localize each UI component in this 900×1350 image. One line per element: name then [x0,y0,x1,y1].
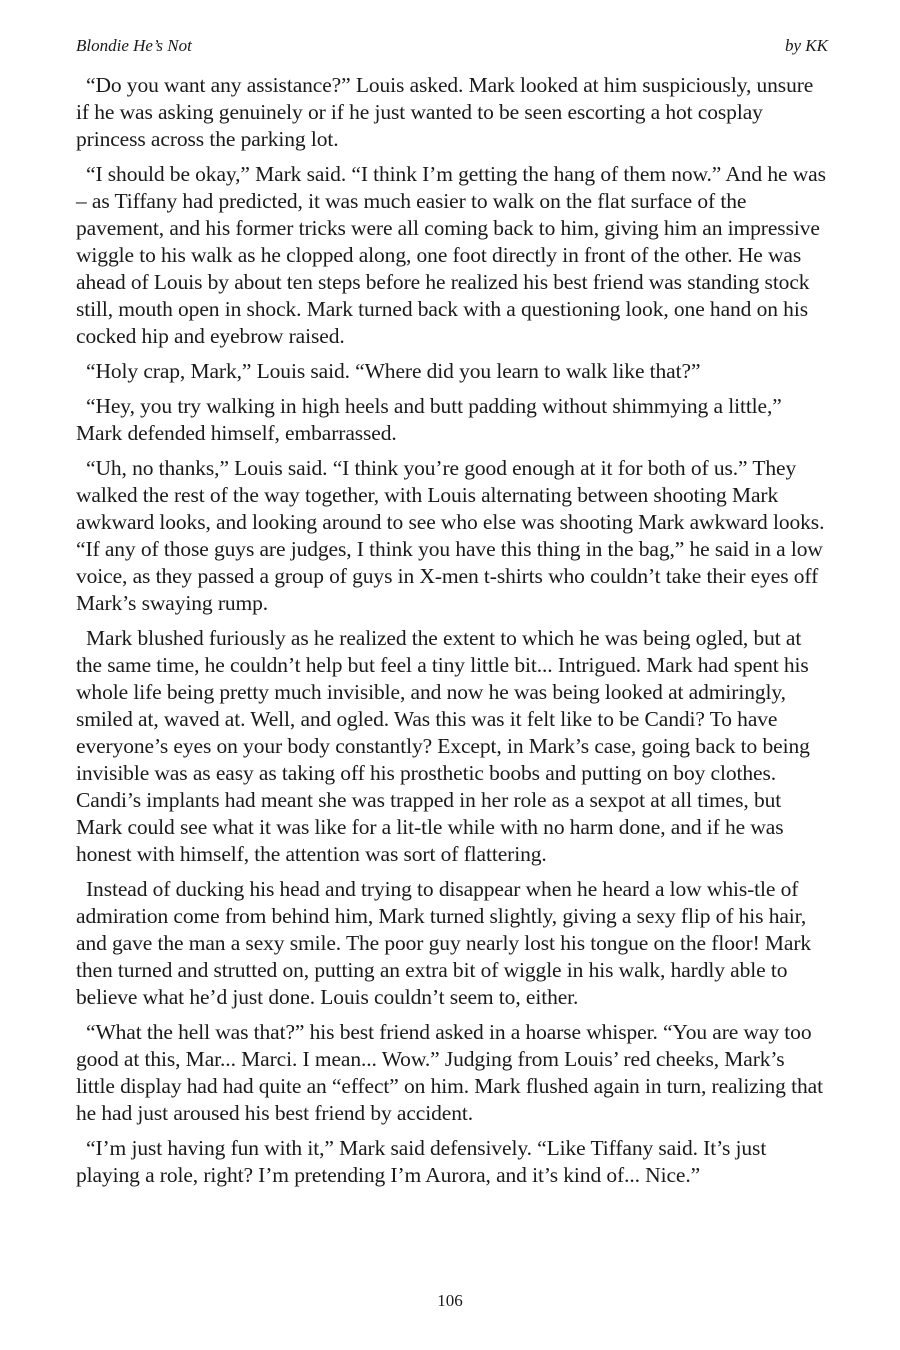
paragraph: “Uh, no thanks,” Louis said. “I think you’re good enough at it for both of us.” They walked the rest of the way together, with Louis alternating between shooting Mark awkward looks, and looking around to see who else was shooting Mark awkward looks. “If any of those guys are judges, I think you have this thing in the bag,” he said in a low voice, as they passed a group of guys in X-men t-shirts who couldn’t take their eyes off Mark’s swaying rump. [76,456,825,615]
page-number: 106 [437,1291,463,1310]
paragraph: “Hey, you try walking in high heels and butt padding without shimmying a little,” Mark defended himself, embarrassed. [76,394,782,445]
author-credit: by KK [785,36,828,55]
paragraph: Instead of ducking his head and trying to disappear when he heard a low whis-tle of admiration come from behind him, Mark turned slightly, giving a sexy flip of his hair, and gave the man a sexy smile. The poor guy nearly lost his tongue on the floor! Mark then turned and strutted on, putting an extra bit of wiggle in his walk, hardly able to believe what he’d just done. Louis couldn’t seem to, either. [76,877,812,1009]
paragraph: “I’m just having fun with it,” Mark said defensively. “Like Tiffany said. It’s just playing a role, right? I’m pretending I’m Aurora, and it’s kind of... Nice.” [76,1136,767,1187]
paragraph: “What the hell was that?” his best friend asked in a hoarse whisper. “You are way too good at this, Mar... Marci. I mean... Wow.” Judging from Louis’ red cheeks, Mark’s little display had had quite an “effect” on him. Mark flushed again in turn, realizing that he had just aroused his best friend by accident. [76,1020,823,1125]
paragraph: “Do you want any assistance?” Louis asked. Mark looked at him suspiciously, unsure if he was asking genuinely or if he just wanted to be seen escorting a hot cosplay princess across the parking lot. [76,73,814,151]
paragraph: Mark blushed furiously as he realized the extent to which he was being ogled, but at the same time, he couldn’t help but feel a tiny little bit... Intrigued. Mark had spent his whole life being pretty much invisible, and now he was being looked at admiringly, smiled at, waved at. Well, and ogled. Was this was it felt like to be Candi? To have everyone’s eyes on your body constantly? Except, in Mark’s case, going back to being invisible was as easy as taking off his prosthetic boobs and putting on boy clothes. Candi’s implants had meant she was trapped in her role as a sexpot at all times, but Mark could see what it was like for a lit-tle while with no harm done, and if he was honest with himself, the attention was sort of flattering. [76,626,810,866]
body-text [76,72,828,1197]
book-title: Blondie He’s Not [76,36,192,55]
paragraph: “I should be okay,” Mark said. “I think I’m getting the hang of them now.” And he was – as Tiffany had predicted, it was much easier to walk on the flat surface of the pavement, and his former tricks were all coming back to him, giving him an impressive wiggle to his walk as he clopped along, one foot directly in front of the other. He was ahead of Louis by about ten steps before he realized his best friend was standing stock still, mouth open in shock. Mark turned back with a questioning look, one hand on his cocked hip and eyebrow raised. [76,162,826,348]
paragraph: “Holy crap, Mark,” Louis said. “Where did you learn to walk like that?” [86,359,701,383]
running-header [76,36,828,56]
